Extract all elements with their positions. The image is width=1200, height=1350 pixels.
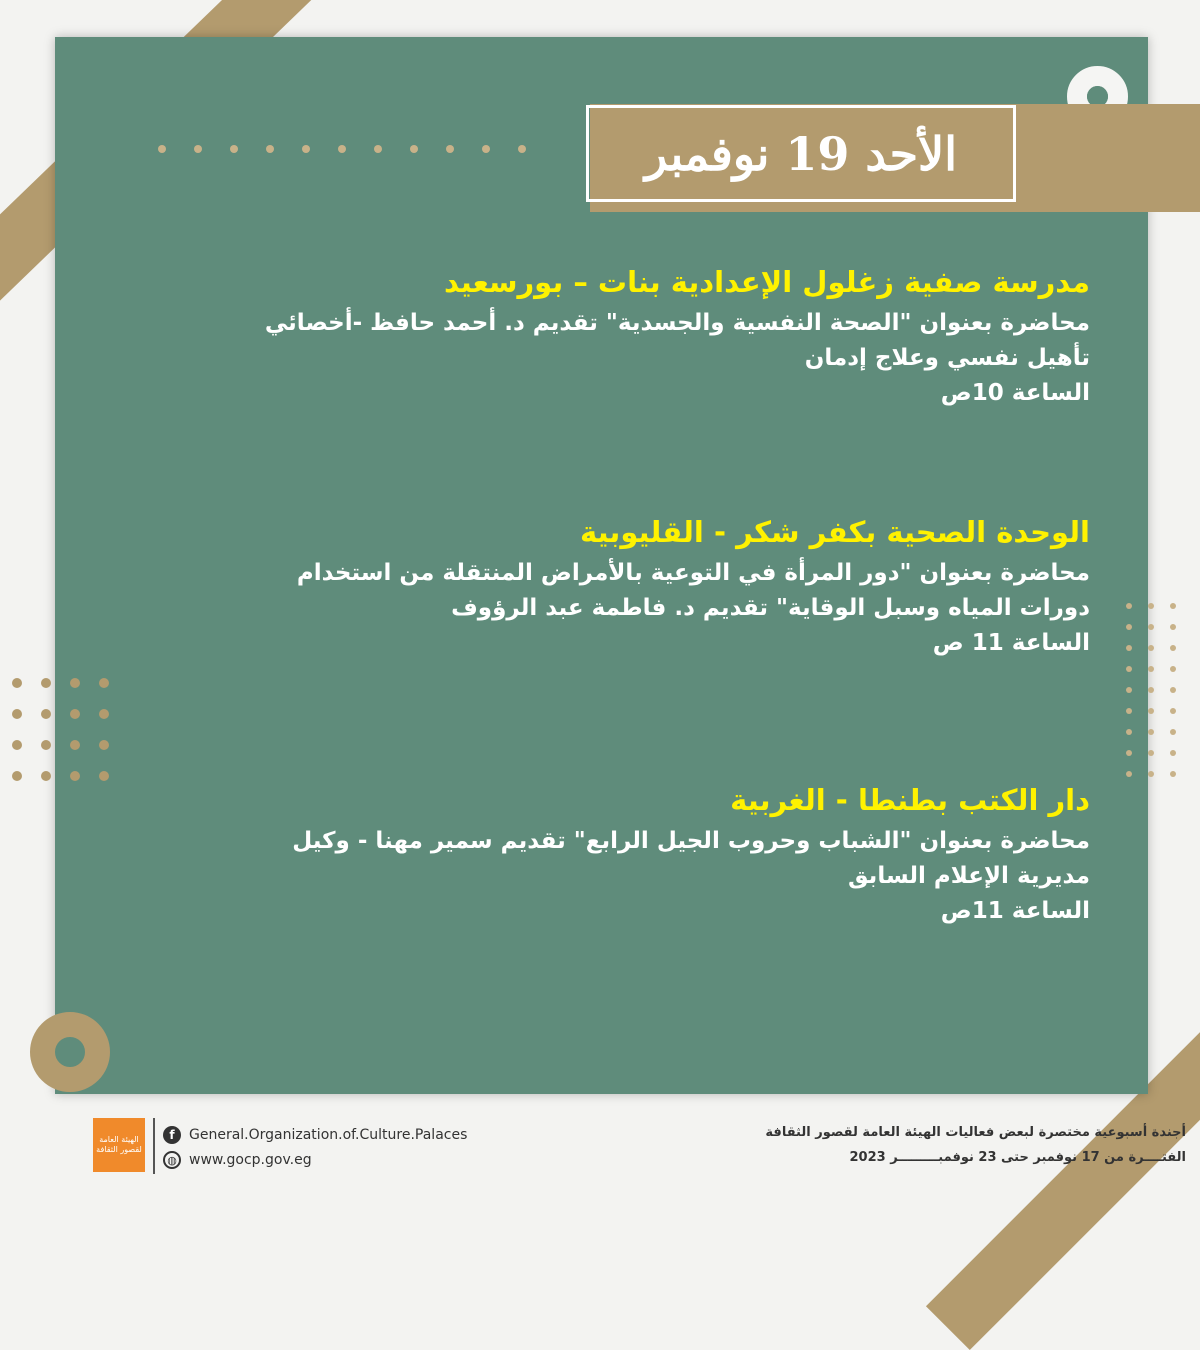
event-description: محاضرة بعنوان "دور المرأة في التوعية بالأمراض المنتقلة من استخدام [296, 560, 1090, 586]
decorative-ring-bottom-left [30, 1012, 110, 1092]
event-description: دورات المياه وسبل الوقاية" تقديم د. فاطمة عبد الرؤوف [451, 595, 1090, 621]
footer-divider [153, 1118, 155, 1174]
website-url: www.gocp.gov.eg [189, 1152, 312, 1168]
event-time: الساعة 11ص [940, 898, 1090, 924]
event-place: الوحدة الصحية بكفر شكر - القليوبية [580, 515, 1090, 549]
event-description: مديرية الإعلام السابق [847, 863, 1090, 889]
event-description: تأهيل نفسي وعلاج إدمان [804, 345, 1090, 371]
agenda-caption: أجندة أسبوعية مختصرة لبعض فعاليات الهيئة العامة لقصور الثقافة [765, 1125, 1186, 1140]
decorative-dots-left [12, 678, 108, 781]
organization-logo: الهيئة العامة لقصور الثقافة [93, 1118, 145, 1172]
event-time: الساعة 11 ص [932, 630, 1090, 656]
decorative-dots-top [158, 145, 526, 153]
event-3 [130, 778, 1090, 929]
website-link[interactable] [163, 1151, 312, 1169]
event-description: محاضرة بعنوان "الصحة النفسية والجسدية" تقديم د. أحمد حافظ -أخصائي [264, 310, 1090, 336]
event-time: الساعة 10ص [940, 380, 1090, 406]
facebook-link[interactable] [163, 1126, 467, 1144]
globe-icon: ◍ [163, 1151, 181, 1169]
event-1 [130, 260, 1090, 411]
period-caption: الفتــــرة من 17 نوفمبر حتى 23 نوفمبـــــــــر 2023 [849, 1150, 1186, 1165]
facebook-handle: General.Organization.of.Culture.Palaces [189, 1127, 468, 1143]
event-place: دار الكتب بطنطا - الغربية [730, 783, 1090, 817]
date-title: الأحد 19 نوفمبر [644, 126, 958, 181]
decorative-dots-right [1126, 603, 1176, 777]
event-description: محاضرة بعنوان "الشباب وحروب الجيل الرابع" تقديم سمير مهنا - وكيل [292, 828, 1090, 854]
event-2 [130, 510, 1090, 661]
facebook-icon: f [163, 1126, 181, 1144]
event-place: مدرسة صفية زغلول الإعدادية بنات – بورسعيد [444, 265, 1090, 299]
